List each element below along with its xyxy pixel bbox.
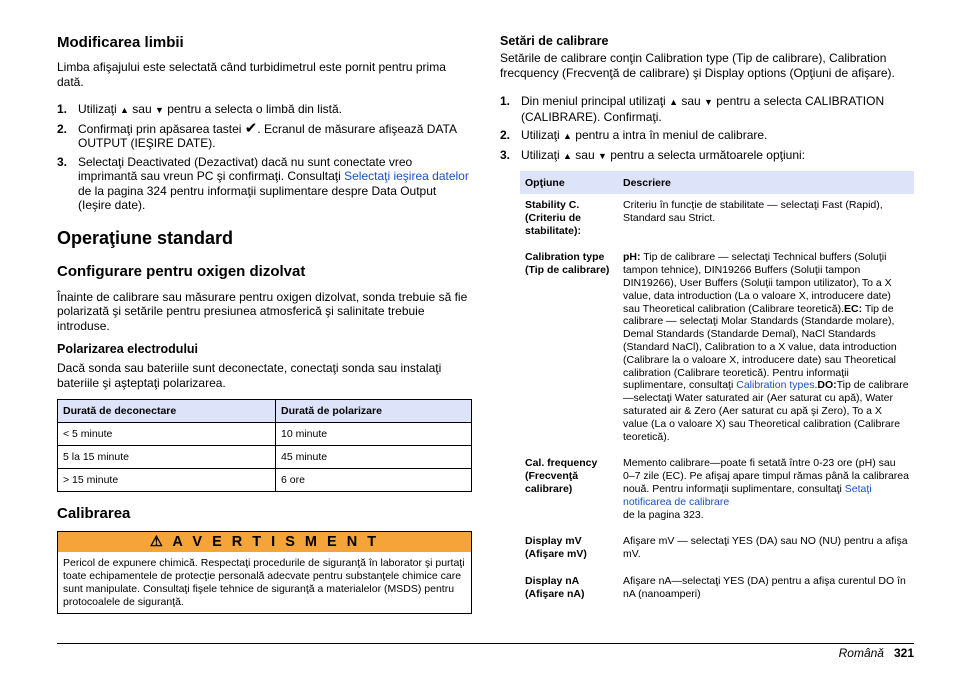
list-item: 3. Selectaţi Deactivated (Dezactivat) dacă nu sunt conectate vreo imprimantă sau vreun PC şi confirmaţi. Consultaţi Selectaţi ieşirea datelor de la pagina 324 pentru informaţii suplimentare despre Data Output (Ieşire date). (57, 154, 469, 212)
heading-calibration-settings: Setări de calibrare (500, 34, 609, 48)
table-header-row (58, 400, 472, 423)
steps-language (57, 102, 472, 213)
left-column (57, 30, 472, 614)
paragraph-language: Limba afişajului este selectată când turbidimetrul este pornit pentru prima dată. (57, 60, 446, 89)
up-arrow-icon: ▲ (669, 97, 678, 107)
table-row: Calibration type (Tip de calibrare) pH: Tip de calibrare — selectaţi Technical buffers (Soluţii tampon tehnice), DIN19266 Buffers (Soluţii tampon DIN19266), User Buffers (Soluţii tampon utilizator), To a X value, data introduction (La o valoare X, introducere date) sau Theoretical calibration (Calibrare teoretică).EC: Tip de calibrare — selectaţi Molar Standards (Standarde molare), Demal Standards (Standarde Demal), NaCl Standards (Standard NaCl), Calibration to a X value, data introduction (Calibrare la o valoare X, introducere date) sau Theoretical calibration (Calibrare teoretică). Pentru informaţii suplimentare, consultaţi Calibration types.DO:Tip de calibrare—selectaţi Water saturated air (Aer saturat cu apă), Water saturated air & Zero (Aer saturat cu apă şi Zero), To a X value (La o valoare X) sau Theoretical calibration (Calibrare teoretică). (525, 251, 909, 443)
heading-language: Modificarea limbii (57, 34, 184, 51)
link-select-data-output[interactable]: Selectaţi ieşirea datelor (344, 169, 469, 183)
footer-language: Română (838, 646, 884, 660)
table-row: Display mV (Afişare mV) Afişare mV — selectaţi YES (DA) sau NO (NU) pentru a afişa mV. (525, 535, 908, 561)
header-polarization: Durată de polarizare (276, 400, 472, 423)
heading-polarization: Polarizarea electrodului (57, 342, 199, 356)
warning-header (58, 532, 471, 552)
calibration-options-table (520, 171, 914, 610)
up-arrow-icon: ▲ (120, 105, 129, 115)
table-row: Display nA (Afişare nA) Afişare nA—selectaţi YES (DA) pentru a afişa curentul DO în nA (nanoamperi) (525, 574, 906, 600)
table-row: 5 la 15 minute 45 minute (58, 446, 472, 469)
down-arrow-icon: ▼ (704, 97, 713, 107)
right-column (500, 30, 914, 610)
polarization-table (57, 399, 472, 492)
up-arrow-icon: ▲ (563, 131, 572, 141)
header-description: Descriere (618, 171, 914, 194)
header-disconnect: Durată de deconectare (58, 400, 276, 423)
list-item: 1. Din meniul principal utilizaţi ▲ sau ▼ pentru a selecta CALIBRATION (CALIBRARE). Confirmaţi. (500, 94, 885, 124)
list-item: 1. Utilizaţi ▲ sau ▼ pentru a selecta o limbă din listă. (57, 102, 342, 116)
down-arrow-icon: ▼ (154, 105, 164, 115)
footer-divider (57, 643, 914, 644)
steps-calibration (500, 94, 914, 163)
heading-do-config: Configurare pentru oxigen dizolvat (57, 262, 306, 280)
paragraph-calibration-settings: Setările de calibrare conţin Calibration type (Tip de calibrare), Calibration frecquency (Frecvenţă de calibrare) şi Display options (Opţiuni de afişare). (500, 51, 895, 80)
table-row: Stability C. (Criteriu de stabilitate): Criteriu în funcţie de stabilitate — selectaţi Fast (Rapid), Standard sau Strict. (525, 199, 883, 237)
page-number: 321 (893, 646, 914, 660)
warning-box (57, 531, 472, 614)
table-row: < 5 minute 10 minute (58, 423, 472, 446)
warning-text: Pericol de expunere chimică. Respectaţi procedurile de siguranţă în laborator şi purtaţi toate echipamentele de protecţie personală adecvate pentru substanţele chimice care sunt manipulate. Consultaţi fişele tehnice de siguranţă a materialelor (MSDS) pentru protocoalele de siguranţă. (63, 557, 465, 608)
list-item: 2. Confirmaţi prin apăsarea tastei ✔. Ecranul de măsurare afişează DATA OUTPUT (IEŞIRE DATE). (57, 119, 457, 150)
header-option: Opţiune (520, 171, 618, 194)
table-header-row (520, 171, 914, 194)
warning-title: A V E R T I S M E N T (172, 534, 380, 550)
list-item: 2. Utilizaţi ▲ pentru a intra în meniul de calibrare. (500, 128, 768, 142)
footer (839, 646, 914, 660)
list-item: 3. Utilizaţi ▲ sau ▼ pentru a selecta următoarele opţiuni: (500, 147, 805, 162)
link-calibration-types[interactable]: Calibration types (736, 379, 815, 392)
up-arrow-icon: ▲ (563, 150, 572, 161)
heading-standard-operation: Operaţiune standard (57, 227, 234, 248)
heading-calibration: Calibrarea (57, 505, 131, 522)
paragraph-do-config: Înainte de calibrare sau măsurare pentru oxigen dizolvat, sonda trebuie să fie polarizată şi setările pentru presiunea atmosferică şi salinitate trebuie introduse. (57, 289, 468, 333)
table-row: > 15 minute 6 ore (58, 469, 472, 492)
paragraph-polarization: Dacă sonda sau bateriile sunt deconectate, conectaţi sonda sau instalaţi bateriile şi aşteptaţi polarizarea. (57, 361, 442, 390)
check-icon: ✔ (244, 119, 258, 137)
link-calibration-notification[interactable]: Setaţi notificarea de calibrare (623, 482, 872, 508)
warning-icon: ⚠ (149, 534, 166, 550)
down-arrow-icon: ▼ (597, 150, 607, 161)
table-row: Cal. frequency (Frecvenţă calibrare) Memento calibrare—poate fi setată între 0-23 ore (pH) sau 0–7 zile (EC). Pe afişaj apare timpul rămas până la calibrarea nouă. Pentru informaţii suplimentare, consultaţi Setaţi notificarea de calibrare de la pagina 323. (525, 457, 909, 521)
